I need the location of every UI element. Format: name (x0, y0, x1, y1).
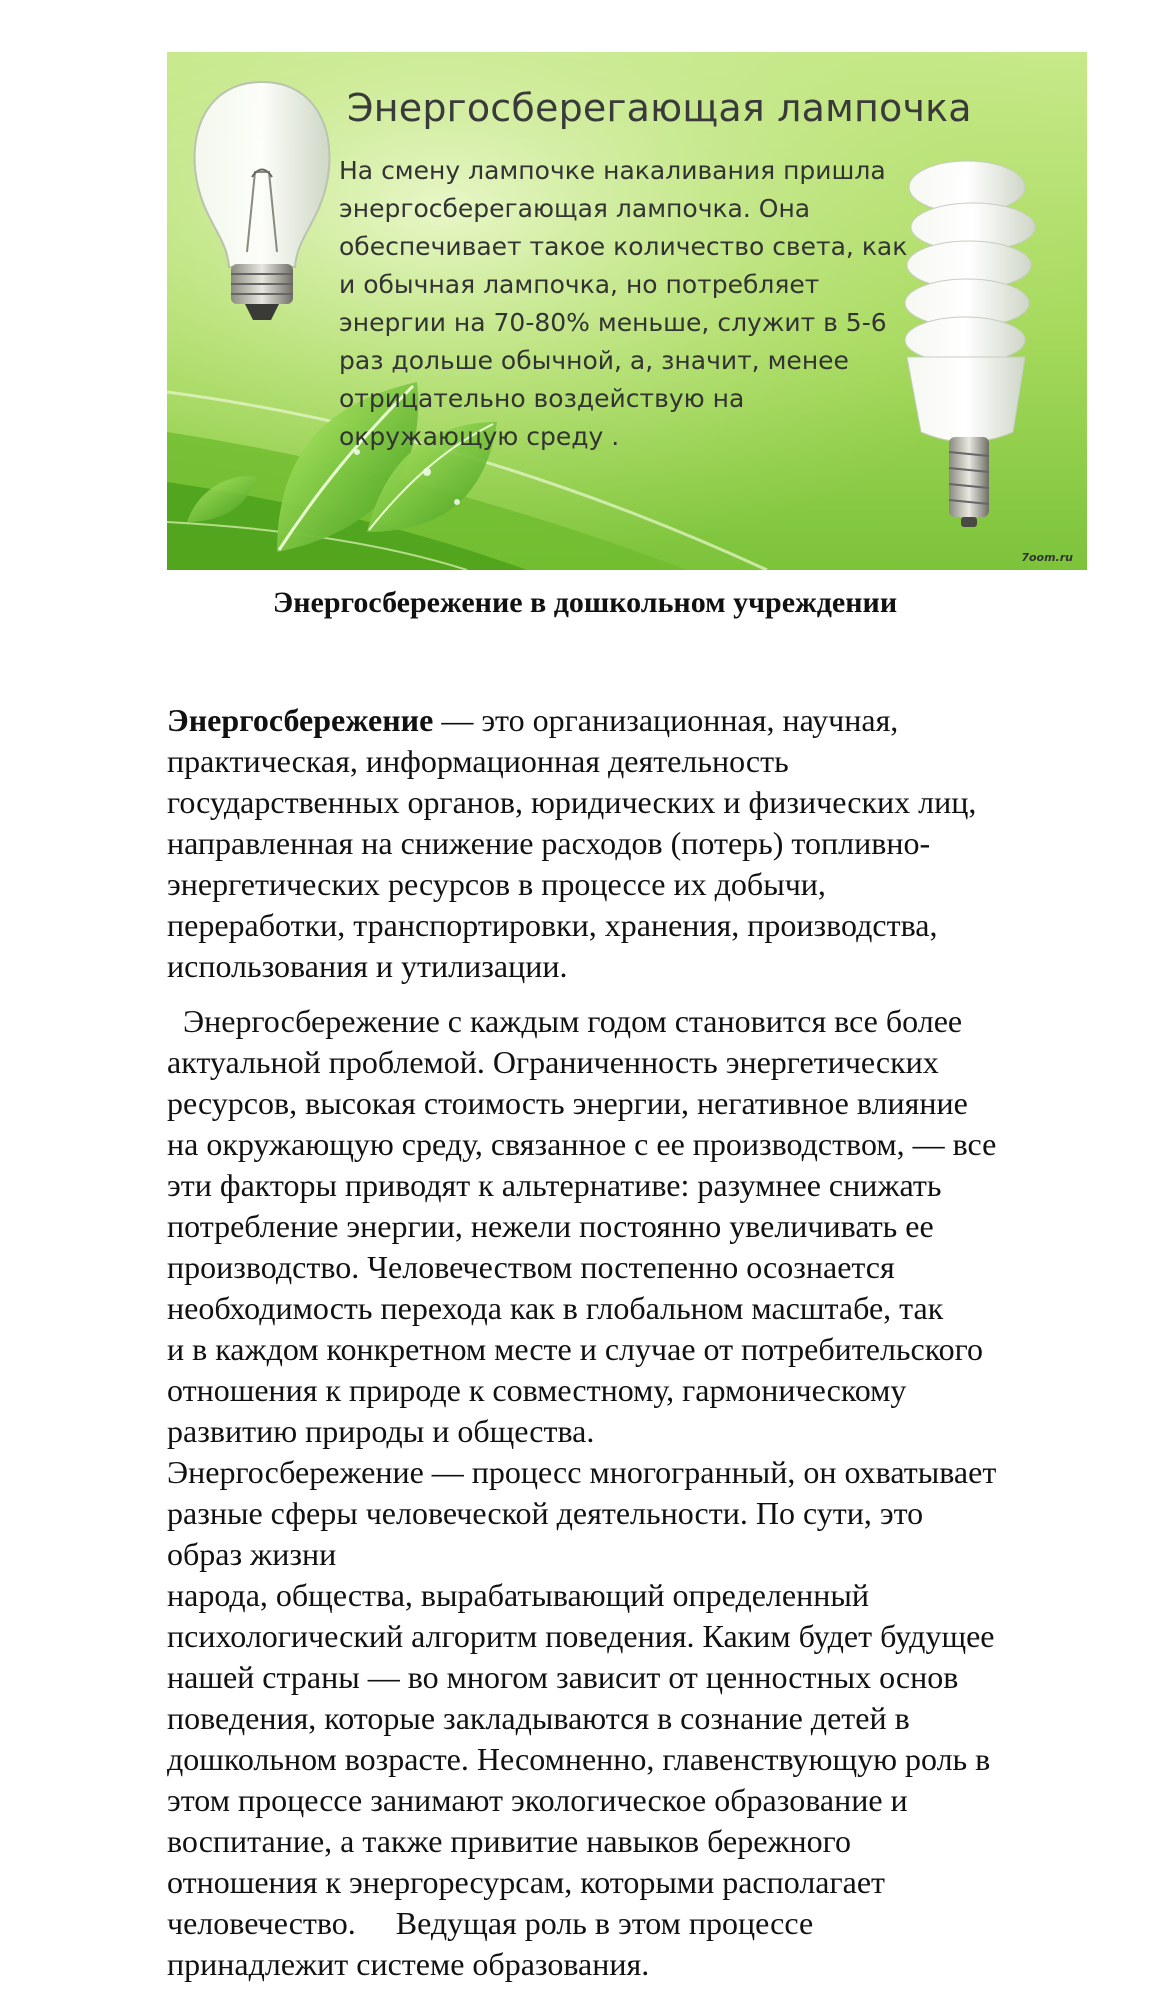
page-title: Энергосбережение в дошкольном учреждении (272, 586, 898, 619)
term-bold: Энергосбережение (167, 702, 434, 738)
banner-text-line: энергии на 70-80% меньше, служит в 5-6 (339, 308, 887, 337)
paragraph-line: потребление энергии, нежели постоянно увеличивать ее (167, 1208, 934, 1244)
paragraph-line: ресурсов, высокая стоимость энергии, негативное влияние (167, 1085, 968, 1121)
document-body (167, 700, 1127, 1985)
banner-text (339, 152, 908, 456)
banner-title: Энергосберегающая лампочка (347, 86, 972, 130)
paragraph-line: отношения к энергоресурсам, которыми располагает (167, 1864, 885, 1900)
banner-text-line: отрицательно воздействую на (339, 384, 745, 413)
banner-text-line: обеспечивает такое количество света, как (339, 232, 908, 261)
paragraph-line: производство. Человечеством постепенно осознается (167, 1249, 895, 1285)
paragraph-line: нашей страны — во многом зависит от ценностных основ (167, 1659, 959, 1695)
paragraph-line: принадлежит системе образования. (167, 1946, 650, 1982)
paragraph-line: психологический алгоритм поведения. Каким будет будущее (167, 1618, 995, 1654)
paragraph-line: поведения, которые закладываются в сознание детей в (167, 1700, 910, 1736)
paragraph-line: разные сферы человеческой деятельности. По сути, это (167, 1495, 924, 1531)
banner-text-line: раз дольше обычной, а, значит, менее (339, 346, 849, 375)
banner-text-line: окружающую среду . (339, 422, 620, 451)
banner-text-line: энергосберегающая лампочка. Она (339, 194, 811, 223)
paragraph-line: направленная на снижение расходов (потерь) топливно- (167, 825, 931, 861)
watermark: 7oom.ru (1021, 551, 1073, 564)
paragraph-line: на окружающую среду, связанное с ее производством, — все (167, 1126, 997, 1162)
paragraph-line: развитию природы и общества. (167, 1413, 595, 1449)
paragraph-line: воспитание, а также привитие навыков бережного (167, 1823, 851, 1859)
banner-text-line: и обычная лампочка, но потребляет (339, 270, 820, 299)
paragraph-definition (167, 700, 1127, 987)
banner-text-line: На смену лампочке накаливания пришла (339, 156, 886, 185)
paragraph-line: использования и утилизации. (167, 948, 568, 984)
paragraph-line: отношения к природе к совместному, гармоническому (167, 1372, 907, 1408)
paragraph-line: дошкольном возрасте. Несомненно, главенствующую роль в (167, 1741, 991, 1777)
paragraph-line: необходимость перехода как в глобальном масштабе, так (167, 1290, 944, 1326)
paragraph-line: государственных органов, юридических и физических лиц, (167, 784, 977, 820)
banner-image (167, 52, 1087, 570)
paragraph-line: эти факторы приводят к альтернативе: разумнее снижать (167, 1167, 942, 1203)
paragraph-line (167, 700, 1127, 741)
term-definition-start: — это организационная, научная, (433, 702, 899, 738)
paragraph-line: образ жизни (167, 1536, 337, 1572)
paragraph-process (167, 1452, 1127, 1985)
paragraph-line: народа, общества, вырабатывающий определенный (167, 1577, 869, 1613)
paragraph-relevance (167, 1001, 1127, 1452)
paragraph-line: Энергосбережение с каждым годом становится все более (167, 1003, 963, 1039)
paragraph-line: этом процессе занимают экологическое образование и (167, 1782, 908, 1818)
paragraph-line: человечество. Ведущая роль в этом процессе (167, 1905, 814, 1941)
paragraph-line: и в каждом конкретном месте и случае от потребительского (167, 1331, 983, 1367)
paragraph-line: энергетических ресурсов в процессе их добычи, (167, 866, 826, 902)
paragraph-line: переработки, транспортировки, хранения, производства, (167, 907, 938, 943)
paragraph-line: актуальной проблемой. Ограниченность энергетических (167, 1044, 939, 1080)
paragraph-line: Энергосбережение — процесс многогранный, он охватывает (167, 1454, 997, 1490)
paragraph-line: практическая, информационная деятельность (167, 743, 789, 779)
